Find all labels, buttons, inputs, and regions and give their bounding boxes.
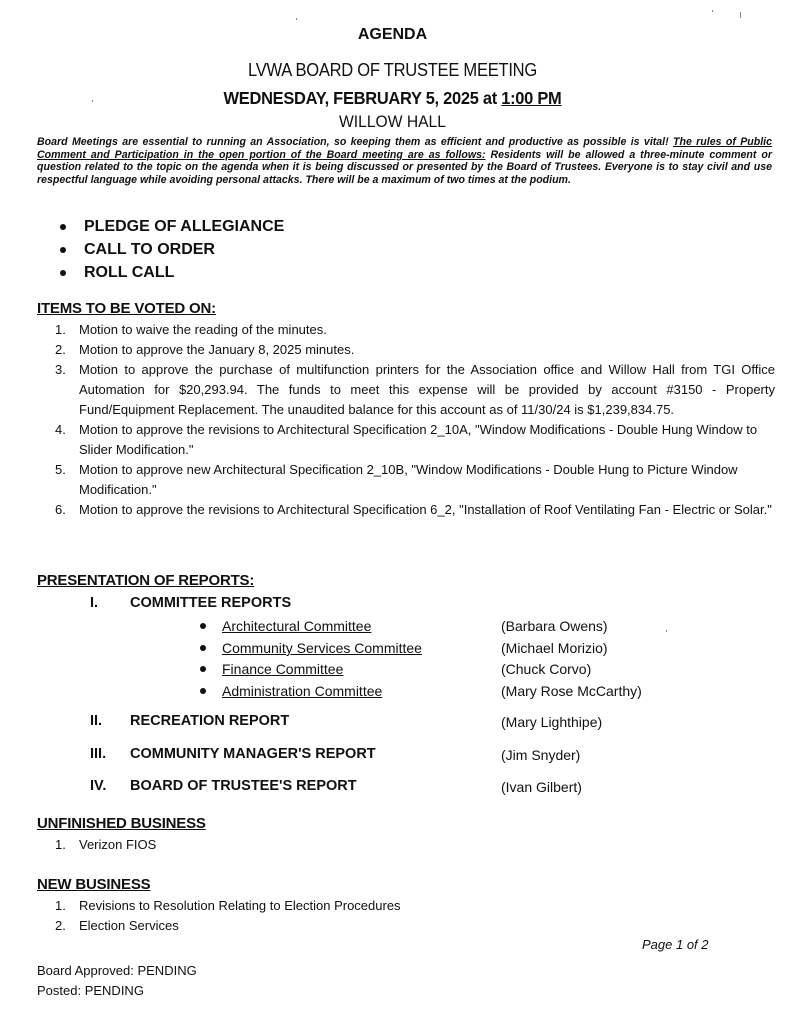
item-text: Motion to approve the revisions to Architectural Specification 6_2, "Installation of Roof Ventilating Fan - Electric or Solar.": [79, 502, 772, 517]
meeting-time: 1:00 PM: [501, 88, 562, 108]
report-title: RECREATION REPORT: [130, 713, 290, 729]
scan-speck: [712, 10, 713, 12]
item-text: Motion to approve the revisions to Architectural Specification 2_10A, "Window Modifications - Double Hung Window to Slider Modification.": [79, 422, 758, 457]
voting-item: [55, 340, 775, 360]
intro-text-rest: Residents will be allowed a three-minute comment or question related to the topic on the agenda when it is being discussed or presented by the Board of Trustees. Everyone is to stay civil and use respectful language while avoiding personal attacks. There will be a maximum of two times at the podium.: [37, 148, 772, 186]
item-text: Motion to approve the January 8, 2025 minutes.: [79, 342, 355, 357]
item-text: Revisions to Resolution Relating to Election Procedures: [79, 898, 401, 913]
opening-item-label: CALL TO ORDER: [84, 240, 215, 258]
opening-item-label: PLEDGE OF ALLEGIANCE: [84, 217, 285, 235]
committee-presenter: (Mary Rose McCarthy): [501, 683, 642, 699]
items-to-vote-heading: ITEMS TO BE VOTED ON:: [37, 300, 216, 317]
bullet-icon: [60, 224, 66, 230]
meeting-date: [24, 88, 762, 109]
item-number: 6.: [55, 502, 66, 517]
board-report-heading: [90, 778, 357, 794]
item-text: Verizon FIOS: [79, 837, 157, 852]
committee-name: Community Services Committee: [222, 640, 422, 656]
opening-item: [60, 238, 284, 261]
item-number: 1.: [55, 322, 66, 337]
intro-underlined: The rules of Public Comment and Participation in the open portion of the Board meeting are as follows:: [37, 136, 772, 161]
new-business-list: [55, 896, 775, 936]
scan-speck: [740, 12, 741, 18]
agenda-title: AGENDA: [357, 26, 428, 43]
bullet-icon: [200, 623, 206, 629]
item-number: 5.: [55, 462, 66, 477]
presentation-of-reports-heading: PRESENTATION OF REPORTS:: [37, 572, 255, 589]
meeting-date-text: WEDNESDAY, FEBRUARY 5, 2025 at: [223, 88, 502, 108]
new-business-item: [55, 916, 775, 936]
bullet-icon: [60, 247, 66, 253]
report-title: BOARD OF TRUSTEE'S REPORT: [130, 778, 357, 794]
report-presenter: (Ivan Gilbert): [501, 779, 582, 795]
item-number: 4.: [55, 422, 66, 437]
new-business-heading: NEW BUSINESS: [37, 876, 151, 893]
item-text: Election Services: [79, 918, 179, 933]
opening-item: [60, 261, 284, 284]
bullet-icon: [200, 645, 206, 651]
report-title: COMMITTEE REPORTS: [130, 595, 292, 611]
bullet-icon: [200, 688, 206, 694]
report-title: COMMUNITY MANAGER'S REPORT: [130, 746, 376, 762]
committee-item: [200, 618, 371, 634]
item-number: 2.: [55, 918, 66, 933]
item-number: 2.: [55, 342, 66, 357]
roman-numeral: IV.: [90, 778, 107, 794]
item-text: Motion to approve the purchase of multifunction printers for the Association office and Willow Hall from TGI Office Automation for $20,293.94. The funds to meet this expense will be provided by account #3150 - Property Fund/Equipment Replacement. The unaudited balance for this account as of 11/30/24 is $1,239,834.75.: [79, 362, 775, 417]
intro-text: Board Meetings are essential to running an Association, so keeping them as efficient and productive as possible is vital!: [37, 136, 673, 148]
opening-item-label: ROLL CALL: [84, 263, 175, 281]
item-number: 3.: [55, 362, 66, 377]
bullet-icon: [60, 270, 66, 276]
voting-item: [55, 420, 775, 460]
opening-item: [60, 215, 284, 238]
item-text: Motion to waive the reading of the minutes.: [79, 322, 327, 337]
meeting-name: LVWA BOARD OF TRUSTEE MEETING: [248, 60, 537, 80]
meeting-location: WILLOW HALL: [339, 112, 446, 131]
report-presenter: (Mary Lighthipe): [501, 714, 603, 730]
committee-reports-heading: [90, 595, 291, 611]
roman-numeral: I.: [90, 595, 99, 611]
unfinished-item: [55, 835, 775, 855]
item-text: Motion to approve new Architectural Specification 2_10B, "Window Modifications - Double Hung to Picture Window Modification.": [79, 462, 738, 497]
report-presenter: (Jim Snyder): [501, 747, 581, 763]
posted-status: Posted: PENDING: [37, 983, 144, 998]
page-number: Page 1 of 2: [642, 937, 709, 952]
voting-item: [55, 320, 775, 340]
committee-presenter: (Barbara Owens): [501, 618, 608, 634]
item-number: 1.: [55, 898, 66, 913]
voting-item: [55, 460, 775, 500]
community-manager-report-heading: [90, 746, 376, 762]
committee-name: Finance Committee: [222, 661, 344, 677]
item-number: 1.: [55, 837, 66, 852]
committee-name: Administration Committee: [222, 683, 383, 699]
voting-item: [55, 500, 775, 520]
bullet-icon: [200, 666, 206, 672]
committee-presenter: (Michael Morizio): [501, 640, 608, 656]
voting-items-list: [55, 320, 775, 520]
committee-presenter: (Chuck Corvo): [501, 661, 592, 677]
recreation-report-heading: [90, 713, 289, 729]
committee-item: [200, 661, 343, 677]
committee-name: Architectural Committee: [222, 618, 372, 634]
new-business-item: [55, 896, 775, 916]
board-approved-status: Board Approved: PENDING: [37, 963, 197, 978]
scan-speck: [296, 18, 297, 20]
unfinished-business-list: [55, 835, 775, 855]
roman-numeral: III.: [90, 746, 107, 762]
roman-numeral: II.: [90, 713, 103, 729]
committee-item: [200, 683, 382, 699]
unfinished-business-heading: UNFINISHED BUSINESS: [37, 815, 206, 832]
public-comment-rules: [37, 136, 772, 186]
committee-item: [200, 640, 422, 656]
voting-item: [55, 360, 775, 420]
scan-speck: [666, 630, 667, 632]
opening-items-list: [60, 215, 284, 284]
